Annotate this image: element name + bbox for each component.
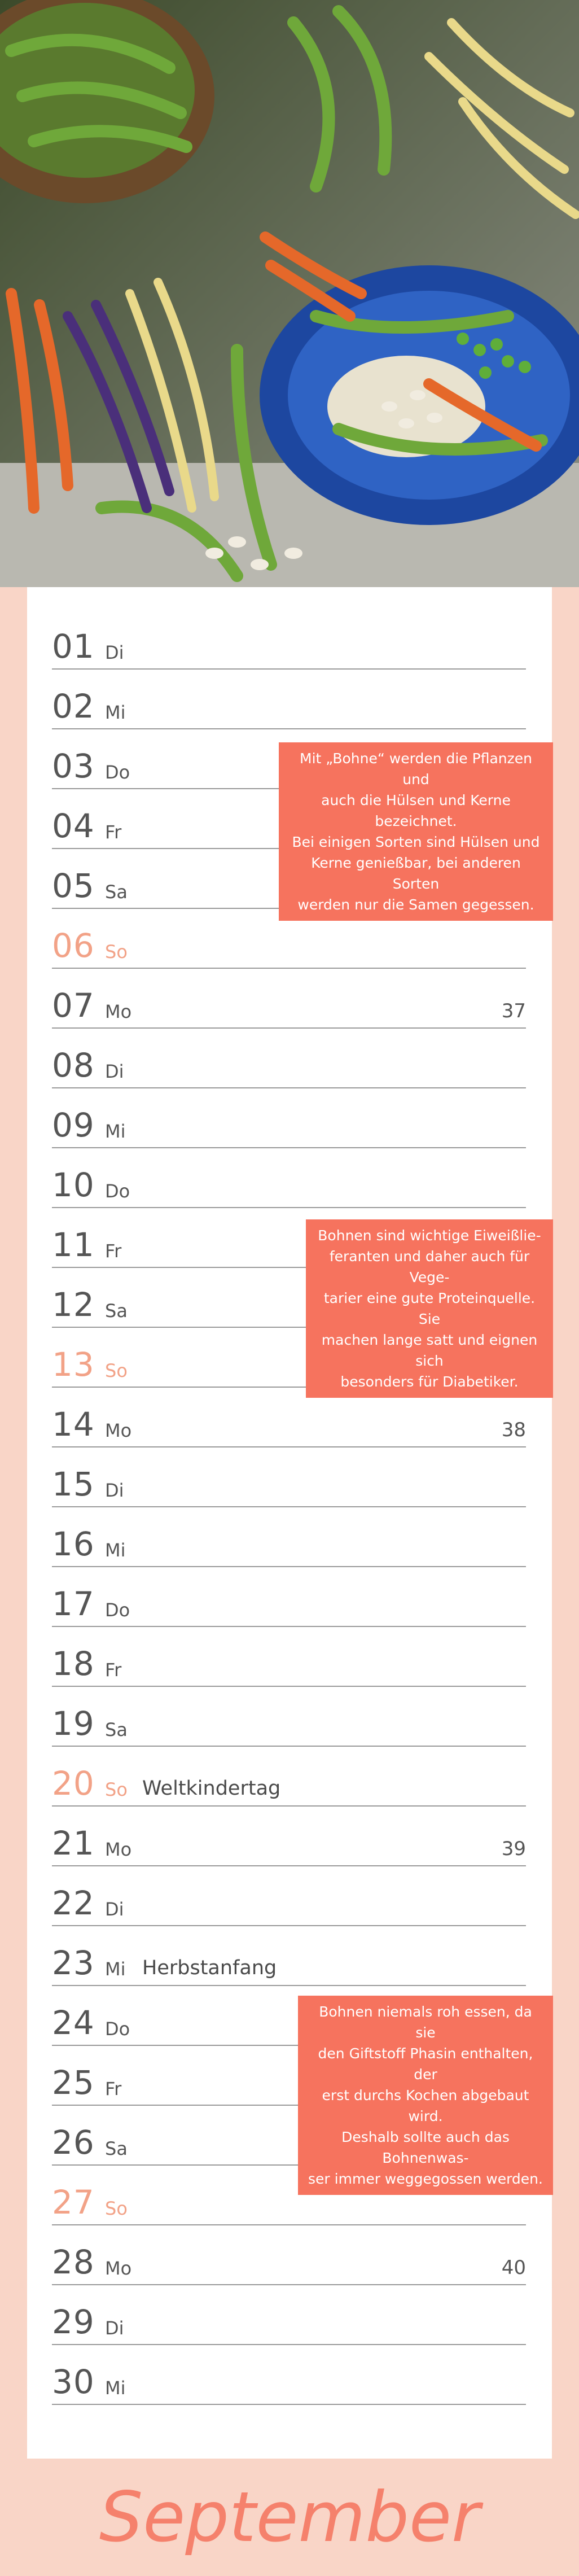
day-number: 14 [52,1405,95,1444]
weekday-label: Di [105,2317,124,2339]
weekday-label: Sa [105,1300,128,1322]
weekday-label: Do [105,762,130,783]
weekday-label: Fr [105,2078,122,2100]
day-number: 22 [52,1884,95,1922]
weekday-label: Mo [105,1839,132,1860]
day-event: Herbstanfang [142,1957,277,1979]
day-number: 15 [52,1465,95,1503]
info-note [279,742,553,921]
note-line: machen lange satt und eignen sich [321,1332,538,1369]
day-row[interactable] [52,2345,526,2405]
note-line: feranten und daher auch für Vege- [329,1248,530,1285]
day-number: 23 [52,1944,95,1982]
note-line: den Giftstoff Phasin enthalten, der [318,2045,533,2083]
weekday-label: Mo [105,1001,132,1022]
day-number: 25 [52,2063,95,2102]
note-line: Bohnen niemals roh essen, da sie [319,2004,532,2041]
day-number: 07 [52,986,95,1025]
weekday-label: Di [105,1061,124,1082]
day-row[interactable] [52,1687,526,1747]
day-row[interactable] [52,1567,526,1627]
info-note [298,1996,553,2195]
day-number: 13 [52,1345,95,1384]
note-line: Bohnen sind wichtige Eiweißlie- [318,1227,541,1244]
day-number: 21 [52,1824,95,1862]
day-number: 27 [52,2183,95,2221]
weekday-label: Fr [105,1240,122,1262]
day-number: 11 [52,1226,95,1264]
day-row[interactable] [52,1507,526,1567]
day-number: 12 [52,1285,95,1324]
day-row[interactable] [52,1807,526,1866]
note-line: besonders für Diabetiker. [340,1374,519,1390]
day-number: 03 [52,747,95,785]
weekday-label: Di [105,1899,124,1920]
note-line: tarier eine gute Proteinquelle. Sie [323,1290,536,1327]
weekday-label: So [105,941,128,963]
day-number: 29 [52,2303,95,2341]
day-number: 16 [52,1525,95,1563]
day-number: 20 [52,1764,95,1803]
note-line: Kerne genießbar, bei anderen Sorten [311,855,521,892]
weekday-label: Mi [105,2377,126,2399]
day-number: 24 [52,2004,95,2042]
calendar-paper [27,587,552,2459]
day-number: 05 [52,867,95,905]
info-note [306,1219,553,1398]
day-number: 04 [52,807,95,845]
week-number: 39 [501,1838,526,1860]
weekday-label: Do [105,1599,130,1621]
weekday-label: Do [105,1180,130,1202]
day-number: 06 [52,926,95,965]
weekday-label: Di [105,642,124,663]
weekday-label: Fr [105,1659,122,1681]
day-row[interactable] [52,1627,526,1687]
day-number: 26 [52,2123,95,2162]
week-number: 37 [501,1000,526,1022]
weekday-label: So [105,1779,128,1800]
note-line: werden nur die Samen gegessen. [297,896,534,913]
day-row[interactable] [52,1148,526,1208]
weekday-label: Sa [105,881,128,903]
day-number: 18 [52,1645,95,1683]
day-number: 02 [52,687,95,725]
weekday-label: So [105,1360,128,1381]
day-row[interactable] [52,2285,526,2345]
note-line: auch die Hülsen und Kerne bezeichnet. [321,792,511,829]
day-row[interactable] [52,1747,526,1807]
day-number: 17 [52,1585,95,1623]
weekday-label: Mi [105,1958,126,1980]
day-number: 28 [52,2243,95,2281]
note-line: Mit „Bohne“ werden die Pflanzen und [300,750,532,788]
weekday-label: Sa [105,1719,128,1740]
day-row[interactable] [52,1447,526,1507]
weekday-label: Sa [105,2138,128,2159]
weekday-label: Mo [105,1420,132,1441]
note-line: ser immer weggegossen werden. [308,2171,543,2187]
week-number: 38 [501,1419,526,1441]
week-number: 40 [501,2256,526,2279]
weekday-label: So [105,2198,128,2219]
day-number: 09 [52,1106,95,1144]
day-row[interactable] [52,1029,526,1088]
day-number: 08 [52,1046,95,1084]
day-row[interactable] [52,670,526,729]
day-row[interactable] [52,1866,526,1926]
day-row[interactable] [52,610,526,670]
month-title: September [99,2477,480,2557]
weekday-label: Mo [105,2258,132,2279]
day-number: 10 [52,1166,95,1204]
day-number: 30 [52,2363,95,2401]
day-number: 01 [52,627,95,666]
day-row[interactable] [52,1088,526,1148]
note-line: erst durchs Kochen abgebaut wird. [322,2087,529,2124]
weekday-label: Fr [105,821,122,843]
weekday-label: Mi [105,1121,126,1142]
note-line: Deshalb sollte auch das Bohnenwas- [341,2129,510,2166]
vegetable-photo [0,0,579,587]
day-row[interactable] [52,2225,526,2285]
day-row[interactable] [52,969,526,1029]
weekday-label: Di [105,1480,124,1501]
day-event: Weltkindertag [142,1777,281,1800]
day-number: 19 [52,1704,95,1743]
weekday-label: Do [105,2018,130,2040]
header-photo [0,0,579,587]
weekday-label: Mi [105,702,126,723]
note-line: Bei einigen Sorten sind Hülsen und [292,834,540,850]
weekday-label: Mi [105,1540,126,1561]
day-row[interactable] [52,1926,526,1986]
